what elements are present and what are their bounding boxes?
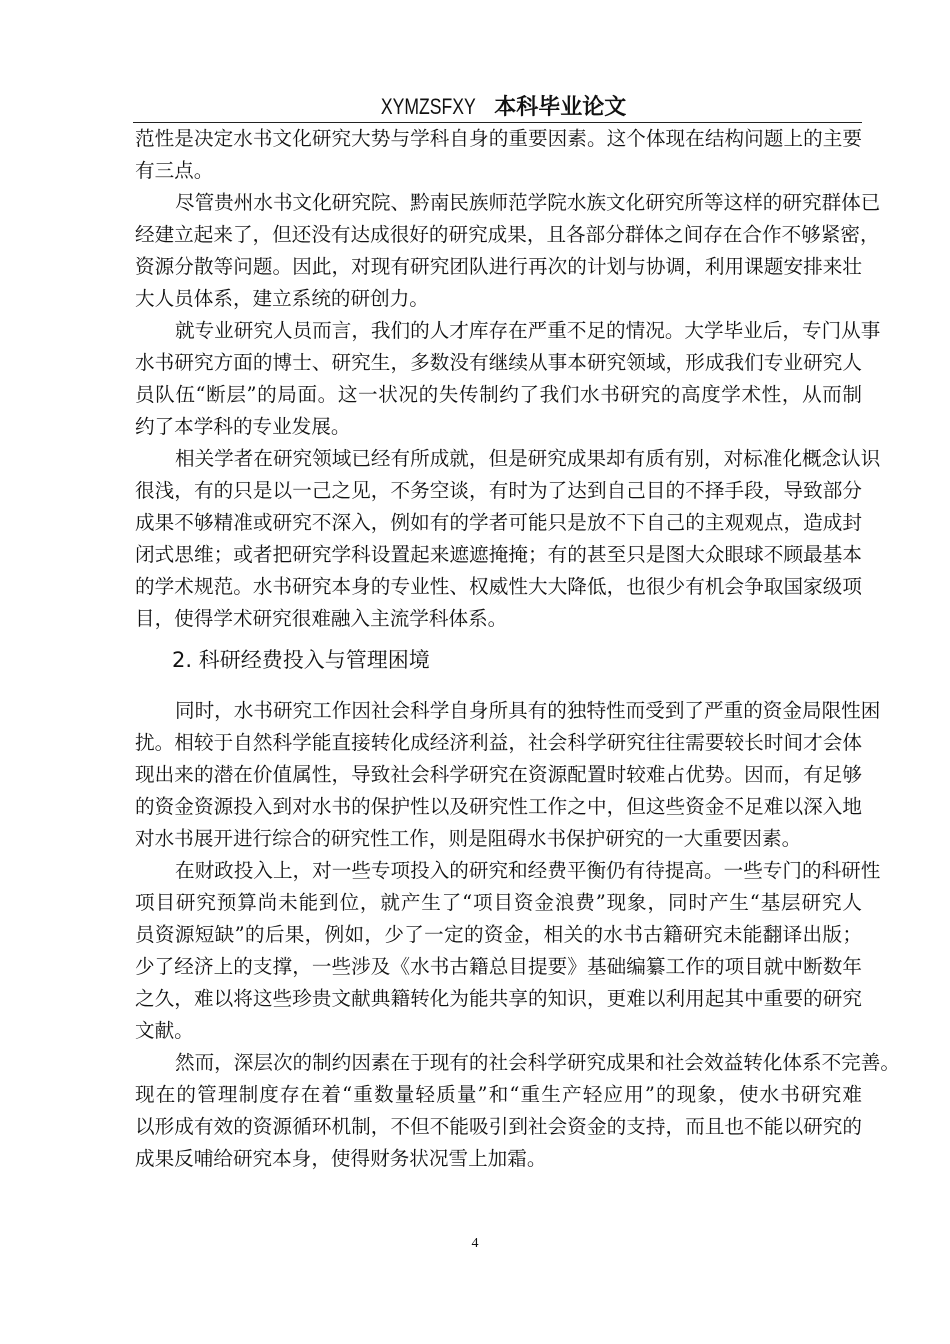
page-header [133,92,862,123]
paragraph [135,1047,900,1175]
text-line: 成果反哺给研究本身，使得财务状况雪上加霜。 [135,1147,547,1170]
text-line: 之久，难以将这些珍贵文献典籍转化为能共享的知识，更难以利用起其中重要的研究 [135,987,862,1010]
header-school-code: XYMZSFXY [380,94,476,119]
text-line: 范性是决定水书文化研究大势与学科自身的重要因素。这个体现在结构问题上的主要 [135,127,862,150]
text-line: 少了经济上的支撑，一些涉及《水书古籍总目提要》基础编纂工作的项目就中断数年 [135,955,862,978]
text-line: 约了本学科的专业发展。 [135,415,351,438]
text-line: 员队伍“断层”的局面。这一状况的失传制约了我们水书研究的高度学术性，从而制 [135,383,862,406]
text-line: 现出来的潜在价值属性，导致社会科学研究在资源配置时较难占优势。因而，有足够 [135,763,862,786]
text-line: 同时，水书研究工作因社会科学自身所具有的独特性而受到了严重的资金局限性困 [175,699,881,722]
text-line: 成果不够精准或研究不深入，例如有的学者可能只是放不下自己的主观观点，造成封 [135,511,862,534]
text-line: 目，使得学术研究很难融入主流学科体系。 [135,607,508,630]
text-line: 很浅，有的只是以一己之见，不务空谈，有时为了达到自己目的不择手段，导致部分 [135,479,862,502]
text-line: 现在的管理制度存在着“重数量轻质量”和“重生产轻应用”的现象，使水书研究难 [135,1083,862,1106]
text-line: 大人员体系，建立系统的研创力。 [135,287,429,310]
paragraph [135,695,881,855]
text-line: 然而，深层次的制约因素在于现有的社会科学研究成果和社会效益转化体系不完善。 [175,1051,900,1074]
section-heading: 2. 科研经费投入与管理困境 [172,648,430,672]
text-line: 就专业研究人员而言，我们的人才库存在严重不足的情况。大学毕业后，专门从事 [175,319,881,342]
body-section-1 [135,123,881,635]
text-line: 在财政投入上，对一些专项投入的研究和经费平衡仍有待提高。一些专门的科研性 [175,859,881,882]
paragraph [135,855,881,1047]
text-line: 经建立起来了，但还没有达成很好的研究成果，且各部分群体之间存在合作不够紧密， [135,223,880,246]
text-line: 水书研究方面的博士、研究生，多数没有继续从事本研究领域，形成我们专业研究人 [135,351,862,374]
text-line: 扰。相较于自然科学能直接转化成经济利益，社会科学研究往往需要较长时间才会体 [135,731,862,754]
text-line: 尽管贵州水书文化研究院、黔南民族师范学院水族文化研究所等这样的研究群体已 [175,191,881,214]
paragraph [135,315,881,443]
header-title: 本科毕业论文 [494,95,627,120]
text-line: 有三点。 [135,159,214,182]
page-number: 4 [471,1236,479,1251]
text-line: 的学术规范。水书研究本身的专业性、权威性大大降低，也很少有机会争取国家级项 [135,575,862,598]
text-line: 文献。 [135,1019,194,1042]
paragraph [135,123,862,187]
text-line: 以形成有效的资源循环机制，不但不能吸引到社会资金的支持，而且也不能以研究的 [135,1115,862,1138]
text-line: 相关学者在研究领域已经有所成就，但是研究成果却有质有别，对标准化概念认识 [175,447,881,470]
text-line: 对水书展开进行综合的研究性工作，则是阻碍水书保护研究的一大重要因素。 [135,827,802,850]
text-line: 员资源短缺”的后果，例如，少了一定的资金，相关的水书古籍研究未能翻译出版； [135,923,862,946]
text-line: 的资金资源投入到对水书的保护性以及研究性工作之中，但这些资金不足难以深入地 [135,795,862,818]
paragraph [135,443,881,635]
body-section-2 [135,695,900,1175]
text-line: 项目研究预算尚未能到位，就产生了“项目资金浪费”现象，同时产生“基层研究人 [135,891,862,914]
text-line: 资源分散等问题。因此，对现有研究团队进行再次的计划与协调，利用课题安排来壮 [135,255,862,278]
text-line: 闭式思维；或者把研究学科设置起来遮遮掩掩；有的甚至只是图大众眼球不顾最基本 [135,543,862,566]
paragraph [135,187,881,315]
